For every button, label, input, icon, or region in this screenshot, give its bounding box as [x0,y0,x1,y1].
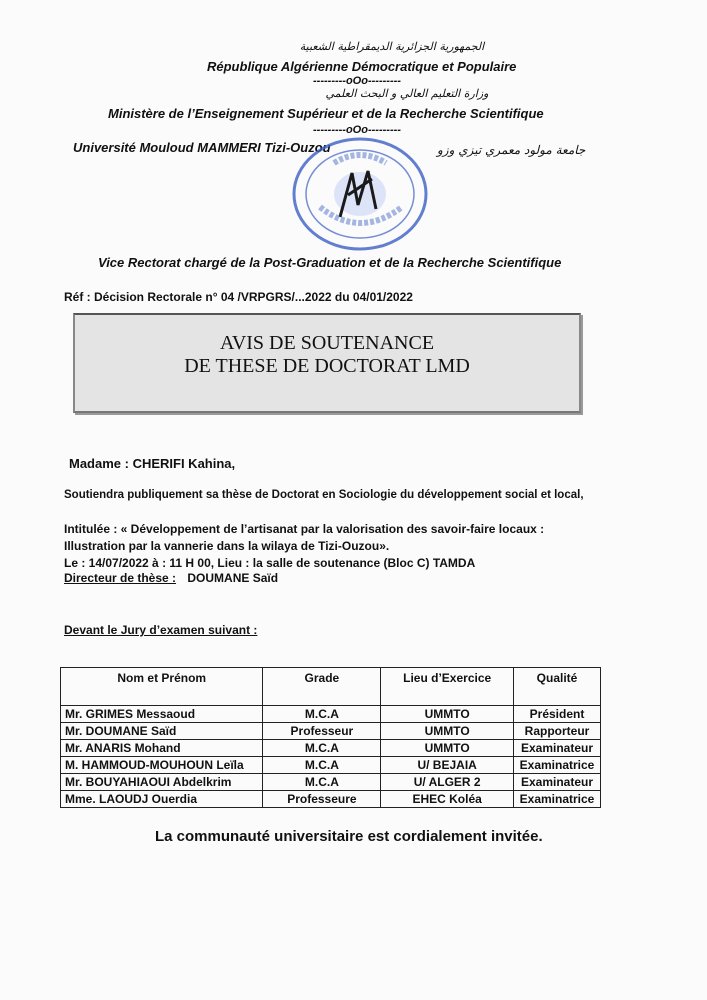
header-lieu: Lieu d’Exercice [381,668,514,706]
header-grade: Grade [263,668,381,706]
jury-grade: M.C.A [263,740,381,757]
jury-lieu: U/ ALGER 2 [381,774,514,791]
jury-table-header [61,668,601,706]
university-stamp [290,135,430,253]
jury-qualite: Examinatrice [514,791,601,808]
jury-name: Mr. DOUMANE Saïd [61,723,263,740]
jury-table [60,667,601,808]
university-text: Université Mouloud MAMMERI Tizi-Ouzou [73,140,331,155]
jury-heading: Devant le Jury d’examen suivant : [64,623,258,637]
directeur-name: DOUMANE Saïd [187,571,279,585]
jury-lieu: UMMTO [381,706,514,723]
jury-grade: Professeur [263,723,381,740]
soutiendra-text: Soutiendra publiquement sa thèse de Doctorat en Sociologie du développement social et local, [64,489,584,501]
jury-grade: M.C.A [263,757,381,774]
table-row [61,723,601,740]
jury-qualite: Examinatrice [514,757,601,774]
jury-lieu: UMMTO [381,723,514,740]
jury-qualite: Président [514,706,601,723]
title-line-2: DE THESE DE DOCTORAT LMD [184,355,470,377]
title-line-1: AVIS DE SOUTENANCE [219,332,435,354]
arabic-ministry-text: وزارة التعليم العالي و البحث العلمي [325,87,489,100]
table-row [61,706,601,723]
jury-name: Mme. LAOUDJ Ouerdia [61,791,263,808]
header-name: Nom et Prénom [61,668,263,706]
jury-lieu: UMMTO [381,740,514,757]
header-qualite: Qualité [514,668,601,706]
table-row [61,757,601,774]
separator-2: ---------oOo--------- [313,124,401,136]
arabic-university-text: جامعة مولود معمري تيزي وزو [437,143,586,157]
candidate-text: Madame : CHERIFI Kahina, [69,456,236,471]
intitulee-line-1: Intitulée : « Développement de l’artisanat par la valorisation des savoir-faire locaux : [64,522,545,536]
arabic-republic-text: الجمهورية الجزائرية الديمقراطية الشعبية [299,40,485,53]
table-row [61,791,601,808]
jury-name: Mr. ANARIS Mohand [61,740,263,757]
jury-qualite: Rapporteur [514,723,601,740]
invitation-text: La communauté universitaire est cordialement invitée. [155,828,543,845]
date-location-text: Le : 14/07/2022 à : 11 H 00, Lieu : la salle de soutenance (Bloc C) TAMDA [64,556,476,570]
jury-grade: M.C.A [263,706,381,723]
intitulee-line-2: Illustration par la vannerie dans la wilaya de Tizi-Ouzou». [64,539,390,553]
reference-text: Réf : Décision Rectorale n° 04 /VRPGRS/...2022 du 04/01/2022 [64,290,413,304]
vice-rectorat-text: Vice Rectorat chargé de la Post-Graduation et de la Recherche Scientifique [98,255,562,270]
ministry-text: Ministère de l’Enseignement Supérieur et de la Recherche Scientifique [108,106,544,121]
jury-qualite: Examinateur [514,774,601,791]
jury-qualite: Examinateur [514,740,601,757]
separator-1: ---------oOo--------- [313,75,401,87]
jury-lieu: EHEC Koléa [381,791,514,808]
jury-name: M. HAMMOUD-MOUHOUN Leïla [61,757,263,774]
directeur-label: Directeur de thèse : [64,571,177,585]
republic-text: République Algérienne Démocratique et Populaire [207,59,517,74]
table-row [61,774,601,791]
title-box [73,313,581,413]
jury-name: Mr. BOUYAHIAOUI Abdelkrim [61,774,263,791]
jury-lieu: U/ BEJAIA [381,757,514,774]
jury-name: Mr. GRIMES Messaoud [61,706,263,723]
jury-grade: Professeure [263,791,381,808]
jury-grade: M.C.A [263,774,381,791]
table-row [61,740,601,757]
